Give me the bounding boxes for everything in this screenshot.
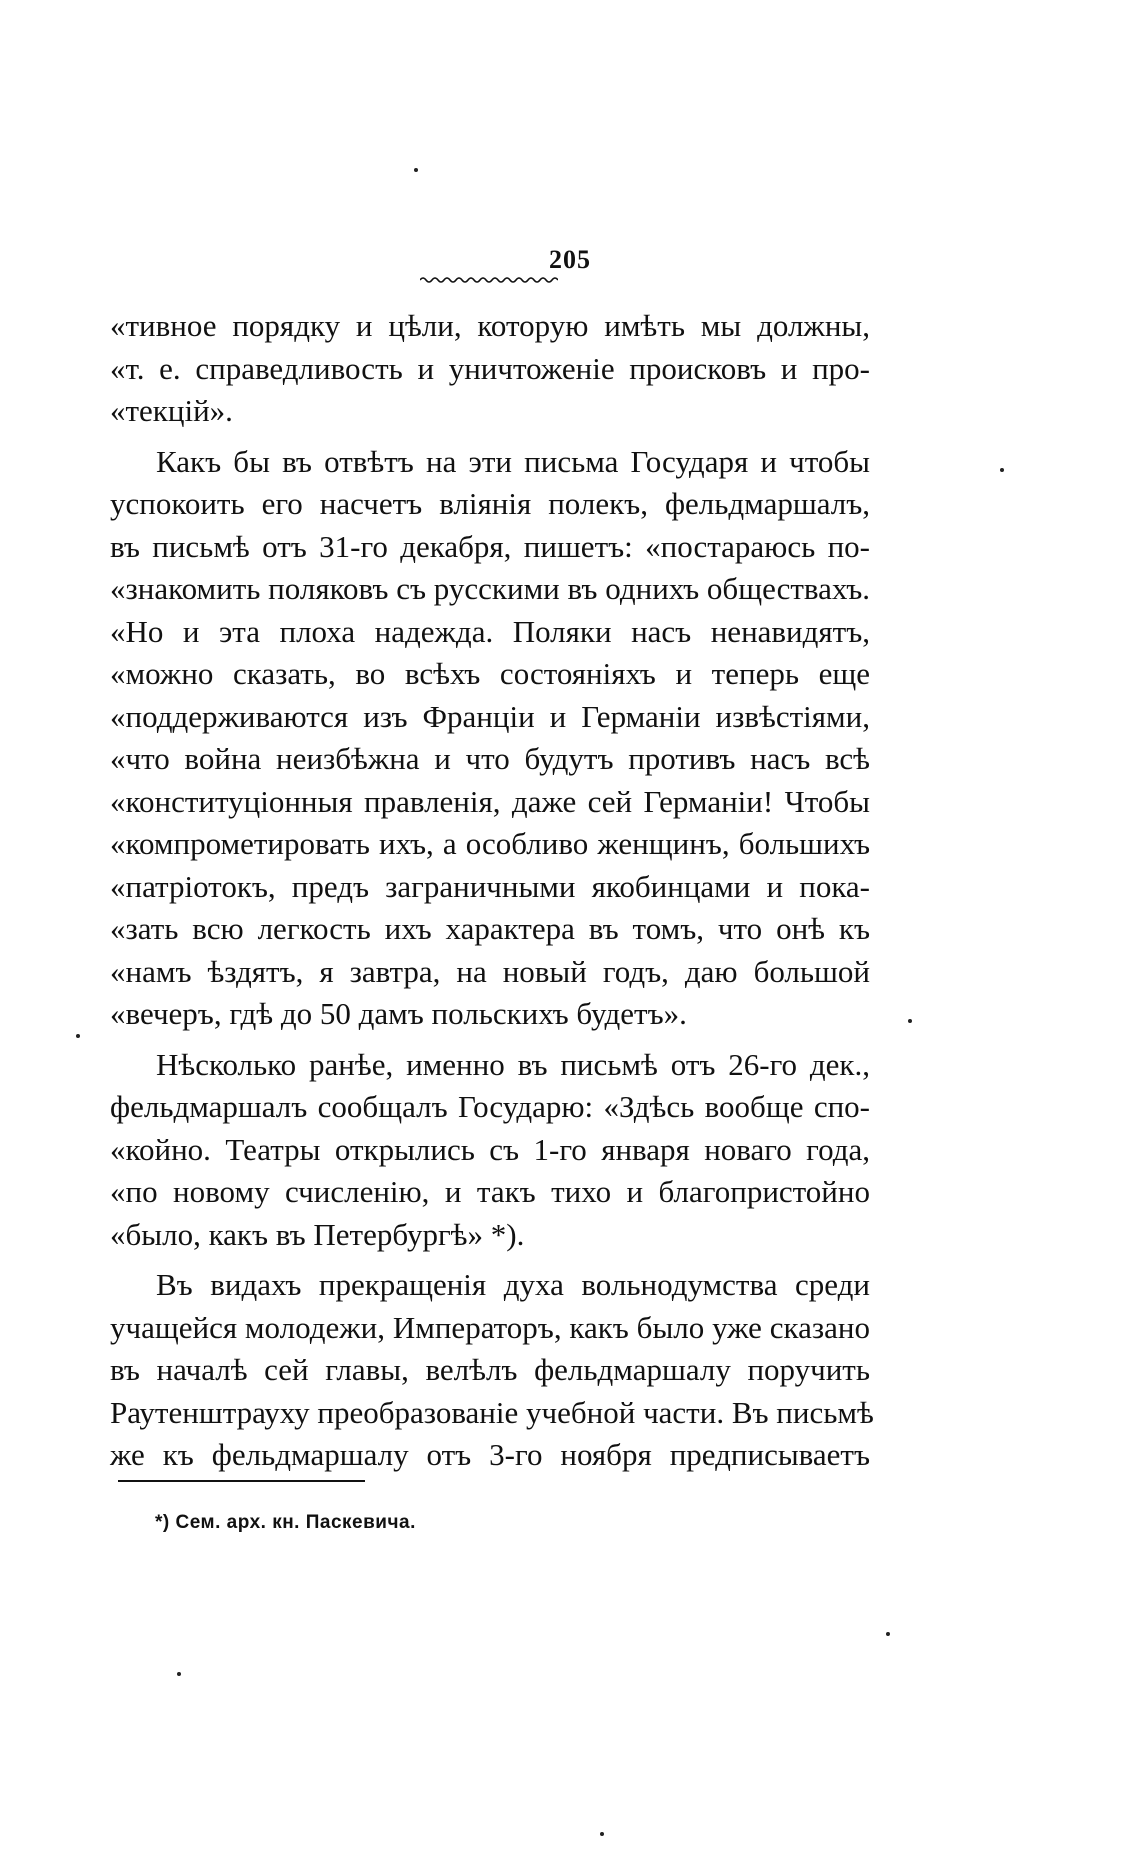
page-number-ornament <box>420 275 558 285</box>
text-line: Раутенштрауху преобразованіе учебной части. Въ письмѣ <box>110 1394 874 1430</box>
scan-speck <box>600 1832 604 1836</box>
text-line: «патріотокъ, предъ заграничными якобинцами и пока- <box>110 868 870 904</box>
scan-speck <box>76 1034 80 1038</box>
text-line: Нѣсколько ранѣе, именно въ письмѣ отъ 26-го дек., <box>156 1046 870 1082</box>
text-line: въ началѣ сей главы, велѣлъ фельдмаршалу поручить <box>110 1352 870 1387</box>
scan-speck <box>908 1019 912 1023</box>
text-line: «текцій». <box>110 393 233 428</box>
scan-speck <box>886 1632 890 1636</box>
text-line: въ письмѣ отъ 31-го декабря, пишетъ: «постараюсь по- <box>110 528 870 564</box>
scan-speck <box>177 1672 181 1676</box>
text-line: учащейся молодежи, Императоръ, какъ было уже сказано <box>110 1309 870 1345</box>
text-line: Въ видахъ прекращенія духа вольнодумства среди <box>156 1267 870 1302</box>
page-number: 205 <box>549 245 591 274</box>
text-line: фельдмаршалъ сообщалъ Государю: «Здѣсь вообще спо- <box>110 1089 870 1124</box>
text-line: «койно. Театры открылись съ 1-го января новаго года, <box>110 1131 870 1167</box>
footnote: *) Сем. арх. кн. Паскевича. <box>155 1512 416 1533</box>
text-line: «компрометировать ихъ, а особливо женщинъ, большихъ <box>110 826 870 861</box>
text-line: «намъ ѣздятъ, я завтра, на новый годъ, даю большой <box>110 953 870 989</box>
text-line: «конституціонныя правленія, даже сей Германіи! Чтобы <box>110 783 870 819</box>
scan-speck <box>1000 468 1004 472</box>
text-line: «Но и эта плоха надежда. Поляки насъ ненавидятъ, <box>110 613 870 649</box>
text-line: «зать всю легкость ихъ характера въ томъ, что онѣ къ <box>110 911 870 946</box>
text-line: «можно сказать, во всѣхъ состояніяхъ и теперь еще <box>110 656 870 691</box>
text-line: «вечеръ, гдѣ до 50 дамъ польскихъ будетъ». <box>110 996 687 1031</box>
text-line: «было, какъ въ Петербургѣ» *). <box>110 1216 525 1252</box>
text-line: же къ фельдмаршалу отъ 3-го ноября предписываетъ <box>110 1437 870 1472</box>
text-line: «что война неизбѣжна и что будутъ противъ насъ всѣ <box>110 741 870 776</box>
scan-speck <box>414 168 418 172</box>
text-line: «т. е. справедливость и уничтоженіе происковъ и про- <box>110 350 870 386</box>
footnote-rule <box>118 1480 365 1482</box>
text-line: «тивное порядку и цѣли, которую имѣть мы должны, <box>110 308 870 343</box>
body-text <box>110 305 874 1477</box>
text-line: «по новому счисленію, и такъ тихо и благопристойно <box>110 1174 870 1209</box>
text-line: «поддерживаются изъ Франціи и Германіи извѣстіями, <box>110 698 870 734</box>
text-line: успокоить его насчетъ вліянія полекъ, фельдмаршалъ, <box>110 486 870 521</box>
text-line: «знакомить поляковъ съ русскими въ однихъ обществахъ. <box>110 571 870 606</box>
text-line: Какъ бы въ отвѣтъ на эти письма Государя и чтобы <box>156 443 870 479</box>
